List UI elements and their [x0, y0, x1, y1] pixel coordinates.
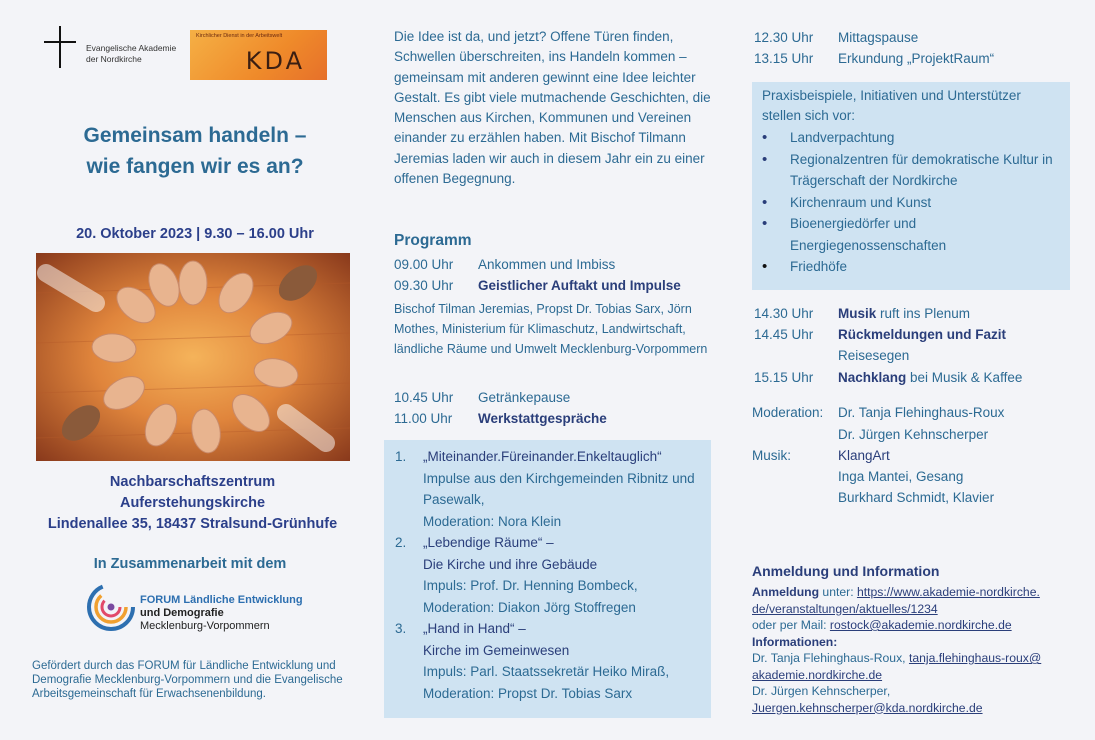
kda-logo [190, 30, 327, 80]
venue-line-3: Lindenallee 35, 18437 Stralsund-Grünhufe [47, 516, 338, 532]
program-text: Erkundung „ProjektRaum“ [838, 51, 995, 66]
workshop-number: 2. [395, 535, 407, 550]
intro-text: Die Idee ist da, und jetzt? Offene Türen finden, Schwellen überschreiten, ins Handeln kommen – gemeinsam mit anderen gewinnt eine Idee leichter Gestalt. Es gibt viele mutmachende Geschichten, die Menschen aus Kirchen, Kommunen und Vereinen einander zu erzählen haben. Mit Bischof Tilmann Jeremias laden wir auch in diesem Jahr ein zu einer offenen Begegnung. [394, 29, 711, 187]
registration-under: unter: [819, 585, 857, 599]
akademie-logo-text: Evangelische Akademie der Nordkirche [86, 43, 177, 64]
forum-line-3: Mecklenburg-Vorpommern [140, 620, 270, 632]
program-item [754, 306, 970, 321]
practice-list [762, 127, 1062, 278]
program-time: 13.15 Uhr [754, 51, 814, 66]
program-time: 12.30 Uhr [754, 30, 814, 45]
practice-intro: Praxisbeispiele, Initiativen und Unterstützer stellen sich vor: [762, 88, 1021, 123]
program-text: Ankommen und Imbiss [478, 257, 616, 272]
contact-name: Dr. Jürgen Kehnscherper, [752, 684, 891, 698]
program-title: Geistlicher Auftakt und Impulse [478, 278, 681, 293]
kda-logo-subtitle: Kirchlicher Dienst in der Arbeitswelt [196, 33, 283, 39]
practice-item: • Landverpachtung [762, 127, 1062, 149]
program-text: Reisesegen [838, 348, 910, 363]
musician: Inga Mantei, Gesang [838, 469, 964, 484]
workshop-line: Impulse aus den Kirchgemeinden Ribnitz und Pasewalk, [423, 470, 695, 507]
registration-info [752, 584, 1042, 716]
info-label: Informationen: [752, 634, 838, 649]
practice-item: • Kirchenraum und Kunst [762, 192, 1062, 214]
program-time: 09.00 Uhr [394, 257, 454, 272]
workshop-item [395, 618, 705, 704]
music-group: KlangArt [838, 448, 890, 463]
program-item [394, 411, 607, 426]
program-item [754, 30, 918, 45]
registration-mail-link[interactable]: rostock@akademie.nordkirche.de [829, 618, 1012, 632]
program-text: Mittagspause [838, 30, 919, 45]
workshop-line: Impuls: Parl. Staatssekretär Heiko Miraß, [423, 664, 670, 679]
registration-label: Anmeldung [752, 585, 820, 599]
title-line-1: Gemeinsam handeln – [83, 124, 307, 147]
program-title: Werkstattgespräche [478, 411, 607, 426]
workshop-line: Moderation: Propst Dr. Tobias Sarx [423, 685, 633, 701]
workshops-list [395, 446, 705, 704]
forum-logo-text [140, 594, 303, 633]
workshop-line: Impuls: Prof. Dr. Henning Bombeck, [423, 578, 638, 593]
event-date: 20. Oktober 2023 | 9.30 – 16.00 Uhr [76, 226, 314, 242]
musician: Burkhard Schmidt, Klavier [838, 490, 995, 505]
cooperation-heading: In Zusammenarbeit mit dem [93, 556, 287, 572]
workshop-item [395, 446, 705, 532]
venue-line-1: Nachbarschaftszentrum [109, 474, 276, 490]
program-title: Nachklang [838, 370, 907, 385]
program-text: ruft ins Plenum [876, 306, 971, 321]
program-text: Getränkepause [478, 390, 571, 405]
practice-item: • Friedhöfe [762, 256, 1062, 278]
practice-item: • Regionalzentren für demokratische Kultur in Trägerschaft der Nordkirche [762, 149, 1062, 192]
contact-mail-link[interactable]: Juergen.kehnscherper@kda.nordkirche.de [752, 700, 983, 715]
title-line-2: wie fangen wir es an? [86, 155, 304, 178]
program-item [754, 51, 994, 66]
moderation-label: Moderation: [752, 405, 824, 420]
page-title [40, 120, 350, 182]
program-item [754, 370, 1022, 385]
workshop-line: Moderation: Diakon Jörg Stoffregen [423, 599, 636, 615]
program-item [394, 257, 615, 272]
music-label: Musik: [752, 448, 792, 463]
workshop-number: 1. [395, 449, 407, 464]
funding-note: Gefördert durch das FORUM für Ländliche Entwicklung und Demografie Mecklenburg-Vorpommern und die Evangelische Arbeitsgemeinschaft für Erwachsenenbildung. [32, 660, 343, 700]
contact-mail-link[interactable]: tanja.flehinghaus-roux@akademie.nordkirche.de [752, 651, 1042, 682]
workshop-title: „Lebendige Räume“ – [423, 535, 554, 550]
venue-address [30, 472, 355, 535]
program-heading: Programm [394, 232, 472, 249]
moderator-name: Dr. Jürgen Kehnscherper [838, 427, 989, 442]
workshop-title: „Hand in Hand“ – [423, 621, 526, 636]
workshop-item [395, 532, 705, 618]
forum-line-2: und Demografie [140, 607, 224, 619]
practice-item: • Bioenergiedörfer und Energiegenossenschaften [762, 213, 1062, 256]
program-time: 11.00 Uhr [394, 411, 453, 426]
program-item [394, 390, 570, 405]
moderator-name: Dr. Tanja Flehinghaus-Roux [838, 405, 1005, 420]
cross-icon [42, 24, 78, 70]
program-time: 10.45 Uhr [394, 390, 454, 405]
program-text: bei Musik & Kaffee [906, 370, 1023, 385]
workshop-title: „Miteinander.Füreinander.Enkeltauglich“ [423, 449, 662, 464]
contact-name: Dr. Tanja Flehinghaus-Roux, [752, 651, 909, 665]
program-time: 14.45 Uhr [754, 327, 814, 342]
workshop-number: 3. [395, 621, 407, 636]
mail-prefix: oder per Mail: [752, 618, 830, 632]
hands-circle-photo [36, 253, 350, 461]
program-title: Musik [838, 306, 877, 321]
program-time: 14.30 Uhr [754, 306, 814, 321]
workshop-subtitle: Die Kirche und ihre Gebäude [423, 556, 598, 572]
registration-link[interactable]: https://www.akademie-nordkirche.de/veranstaltungen/aktuelles/1234 [752, 585, 1040, 616]
kda-logo-word: KDA [245, 47, 305, 75]
program-item [394, 278, 681, 293]
program-time: 15.15 Uhr [754, 370, 814, 385]
program-title: Rückmeldungen und Fazit [838, 327, 1007, 342]
forum-line-1: FORUM Ländliche Entwicklung [140, 594, 303, 606]
workshop-subtitle: Kirche im Gemeinwesen [423, 642, 570, 658]
program-time: 09.30 Uhr [394, 278, 454, 293]
venue-line-2: Auferstehungskirche [119, 495, 266, 511]
forum-logo-icon [86, 582, 136, 632]
program-speakers: Bischof Tilman Jeremias, Propst Dr. Tobias Sarx, Jörn Mothes, Ministerium für Klimaschutz, Landwirtschaft, ländliche Räume und Umwelt Mecklenburg-Vorpommern [394, 302, 708, 356]
workshop-line: Moderation: Nora Klein [423, 513, 562, 529]
registration-heading: Anmeldung und Information [752, 563, 940, 579]
program-item [754, 327, 1006, 342]
